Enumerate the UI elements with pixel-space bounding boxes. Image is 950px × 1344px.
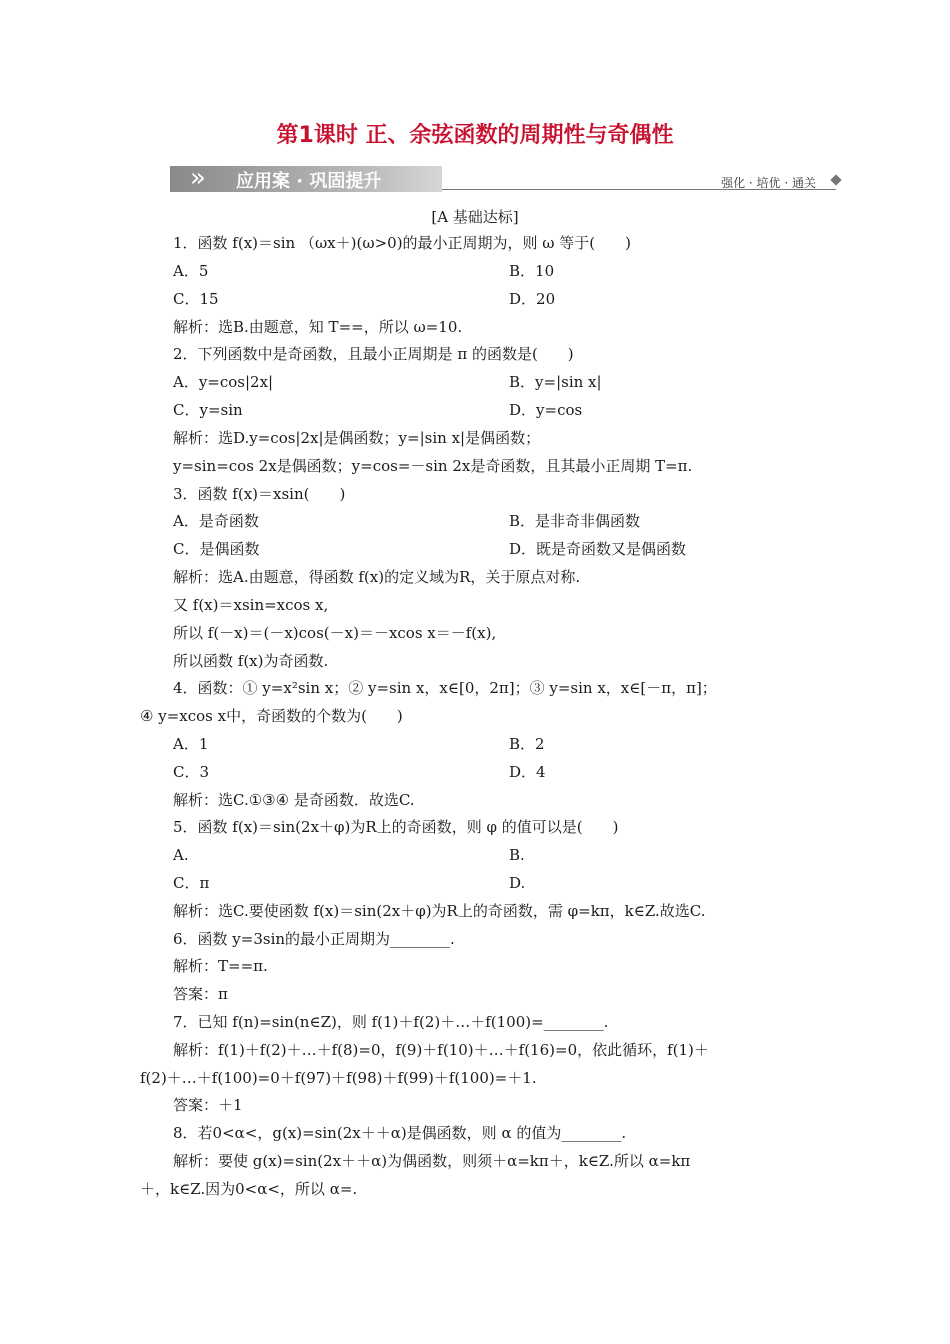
- section-banner: [170, 162, 840, 194]
- chevron-right-icon: »: [190, 163, 196, 193]
- section-header: [A 基础达标]: [431, 208, 519, 226]
- diamond-icon: [830, 174, 841, 185]
- text-line: f(2)＋…＋f(100)=0＋f(97)＋f(98)＋f(99)＋f(100)=＋1.: [140, 1069, 537, 1087]
- text-line: 解析：f(1)＋f(2)＋…＋f(8)=0，f(9)＋f(10)＋…＋f(16)=0，依此循环，f(1)＋: [173, 1041, 709, 1059]
- text-line: 4．函数：① y=x²sin x；② y=sin x，x∈[0，2π]；③ y=sin x，x∈[－π，π]；: [173, 679, 717, 697]
- text-line: D．4: [509, 763, 546, 781]
- text-line: 3．函数 f(x)＝xsin( ): [173, 485, 346, 503]
- text-line: A．y=cos|2x|: [173, 373, 274, 391]
- text-line: 答案：π: [173, 985, 228, 1003]
- text-line: 解析：选B.由题意，知 T==，所以 ω=10.: [173, 318, 463, 336]
- text-line: 7．已知 f(n)=sin(n∈Z)，则 f(1)＋f(2)＋…＋f(100)=________.: [173, 1013, 609, 1031]
- text-line: ④ y=xcos x中，奇函数的个数为( ): [140, 707, 403, 725]
- text-line: B．10: [509, 262, 555, 280]
- text-line: 所以 f(－x)＝(－x)cos(－x)＝－xcos x＝－f(x),: [173, 624, 497, 642]
- text-line: 所以函数 f(x)为奇函数.: [173, 652, 329, 670]
- text-line: B．是非奇非偶函数: [509, 512, 641, 530]
- text-line: C．15: [173, 290, 219, 308]
- text-line: 5．函数 f(x)＝sin(2x＋φ)为R上的奇函数，则 φ 的值可以是( ): [173, 818, 619, 836]
- text-line: 又 f(x)＝xsin=xcos x,: [173, 596, 329, 614]
- text-line: D.: [509, 874, 526, 892]
- text-line: C．y=sin: [173, 401, 243, 419]
- text-line: 8．若0<α<，g(x)=sin(2x＋＋α)是偶函数，则 α 的值为________.: [173, 1124, 627, 1142]
- text-line: B.: [509, 846, 525, 864]
- text-line: C．π: [173, 874, 210, 892]
- text-line: A.: [173, 846, 189, 864]
- text-line: 解析：选D.y=cos|2x|是偶函数；y=|sin x|是偶函数；: [173, 429, 541, 447]
- text-line: 解析：要使 g(x)=sin(2x＋＋α)为偶函数，则须＋α=kπ＋，k∈Z.所以 α=kπ: [173, 1152, 691, 1170]
- text-line: D．y=cos: [509, 401, 583, 419]
- text-line: C．是偶函数: [173, 540, 260, 558]
- banner-label: 应用案 · 巩固提升: [236, 171, 382, 192]
- text-line: B．y=|sin x|: [509, 373, 602, 391]
- text-line: ＋，k∈Z.因为0<α<，所以 α=.: [140, 1180, 358, 1198]
- text-line: D．20: [509, 290, 556, 308]
- page-title: 第1课时 正、余弦函数的周期性与奇偶性: [276, 123, 674, 148]
- text-line: B．2: [509, 735, 545, 753]
- text-line: 2．下列函数中是奇函数，且最小正周期是 π 的函数是( ): [173, 345, 574, 363]
- text-line: 6．函数 y=3sin的最小正周期为________.: [173, 930, 455, 948]
- text-line: 解析：选A.由题意，得函数 f(x)的定义域为R，关于原点对称.: [173, 568, 581, 586]
- text-line: 解析：T==π.: [173, 957, 268, 975]
- text-line: A．是奇函数: [173, 512, 259, 530]
- text-line: A．1: [173, 735, 209, 753]
- text-line: 1．函数 f(x)＝sin （ωx＋)(ω>0)的最小正周期为，则 ω 等于( ): [173, 234, 632, 252]
- banner-right-text: 强化 · 培优 · 通关: [721, 176, 816, 190]
- text-line: y=sin=cos 2x是偶函数；y=cos=－sin 2x是奇函数，且其最小正周期 T=π.: [173, 457, 693, 475]
- text-line: 解析：选C.①③④ 是奇函数．故选C.: [173, 791, 415, 809]
- text-line: C．3: [173, 763, 210, 781]
- text-line: D．既是奇函数又是偶函数: [509, 540, 687, 558]
- text-line: A．5: [173, 262, 209, 280]
- text-line: 解析：选C.要使函数 f(x)＝sin(2x＋φ)为R上的奇函数，需 φ=kπ，k∈Z.故选C.: [173, 902, 706, 920]
- text-line: 答案：＋1: [173, 1096, 243, 1114]
